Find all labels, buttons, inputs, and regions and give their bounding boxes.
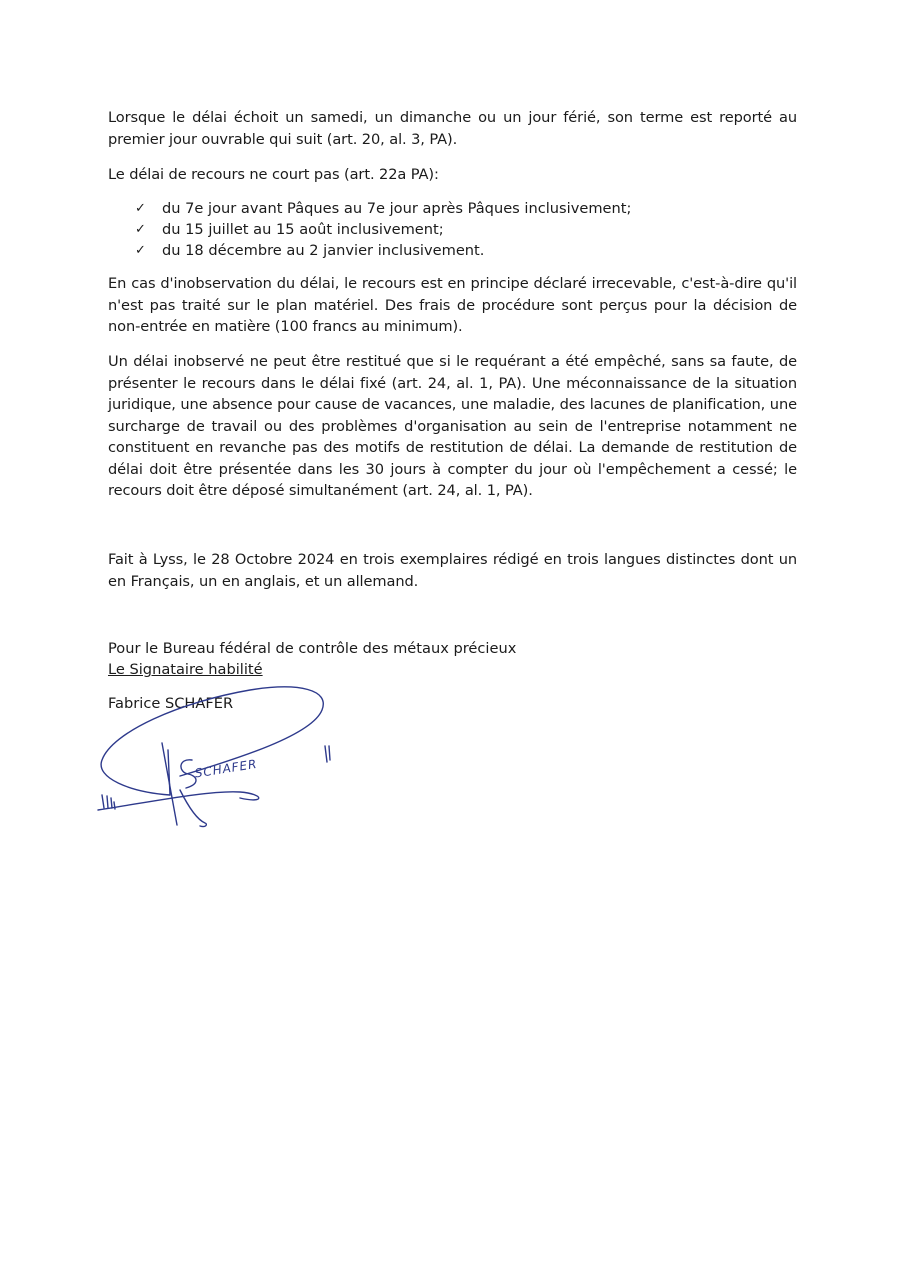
handwritten-signature <box>90 680 350 840</box>
paragraph-restitution: Un délai inobservé ne peut être restitué que si le requérant a été empêché, sans sa faute, de présenter le recours dans le délai fixé (art. 24, al. 1, PA). Une méconnaissance de la situation juridique, une absence pour cause de vacances, une maladie, des lacunes de planification, une surcharge de travail ou des problèmes d'organisation au sein de l'entreprise notamment ne constituent en revanche pas des motifs de restitution de délai. La demande de restitution de délai doit être présentée dans les 30 jours à compter du jour où l'empêchement a cessé; le recours doit être déposé simultanément (art. 24, al. 1, PA). <box>108 353 797 499</box>
paragraph-deadline-weekend: Lorsque le délai échoit un samedi, un dimanche ou un jour férié, son terme est reporté au premier jour ouvrable qui suit (art. 20, al. 3, PA). <box>108 109 797 148</box>
list-item: ✓ du 7e jour avant Pâques au 7e jour après Pâques inclusivement; <box>135 200 632 217</box>
closing-office: Pour le Bureau fédéral de contrôle des métaux précieux <box>108 640 517 657</box>
paragraph-place-date: Fait à Lyss, le 28 Octobre 2024 en trois exemplaires rédigé en trois langues distinctes dont un en Français, un en anglais, et un allemand. <box>108 551 797 590</box>
checkmark-icon: ✓ <box>135 201 146 216</box>
paragraph-deadline-suspension: Le délai de recours ne court pas (art. 22a PA): <box>108 166 439 183</box>
signatory-name: Fabrice SCHAFER <box>108 695 234 712</box>
checkmark-icon: ✓ <box>135 243 146 258</box>
list-item: ✓ du 18 décembre au 2 janvier inclusivement. <box>135 242 485 259</box>
closing-role: Le Signataire habilité <box>108 661 263 678</box>
checkmark-icon: ✓ <box>135 222 146 237</box>
signature-text: SCHAFER <box>193 756 259 781</box>
suspension-periods-list <box>135 198 795 261</box>
paragraph-inobservation: En cas d'inobservation du délai, le recours est en principe déclaré irrecevable, c'est-à-dire qu'il n'est pas traité sur le plan matériel. Des frais de procédure sont perçus pour la décision de non-entrée en matière (100 francs au minimum). <box>108 275 797 335</box>
list-item: ✓ du 15 juillet au 15 août inclusivement; <box>135 221 444 238</box>
